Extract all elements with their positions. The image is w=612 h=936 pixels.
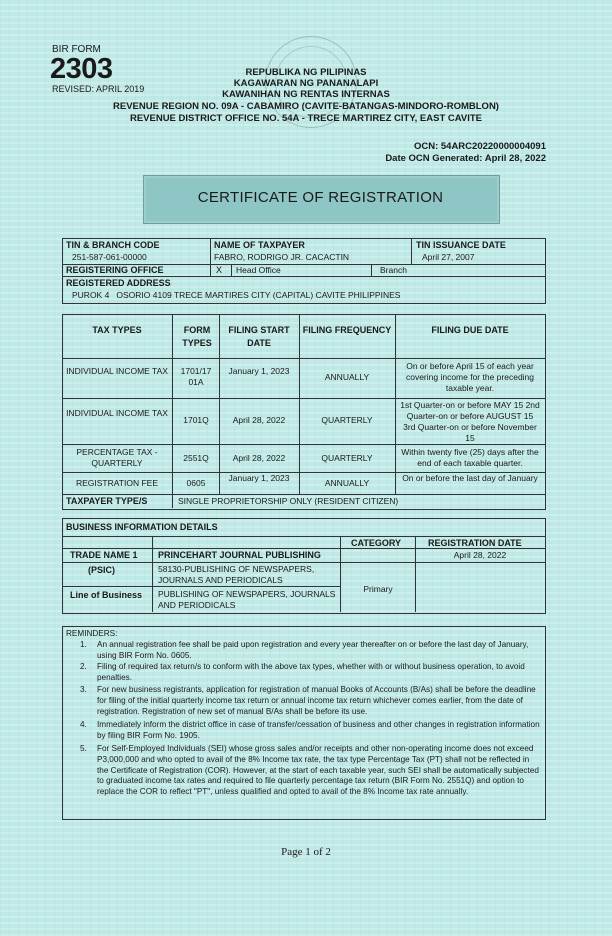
divider bbox=[62, 444, 546, 445]
divider bbox=[210, 264, 211, 276]
category-value: Primary bbox=[363, 584, 393, 594]
tin-issuance-value: April 27, 2007 bbox=[422, 252, 475, 262]
col-header-filing-frequency: FILING FREQUENCY bbox=[302, 325, 392, 335]
taxpayer-name-label: NAME OF TAXPAYER bbox=[214, 240, 305, 250]
reminder-text: Filing of required tax return/s to conform with the above tax types, whether with or without business operation, to avoid penalties. bbox=[97, 662, 525, 682]
table-cell-due: 1st Quarter-on or before MAY 15 2nd Quarter-on or before AUGUST 15 3rd Quarter-on or before November 15 bbox=[400, 400, 540, 443]
header-bureau: KAWANIHAN NG RENTAS INTERNAS bbox=[222, 89, 390, 100]
table-cell-form: 1701/17 01A bbox=[180, 366, 212, 387]
col-header-form-types: FORM TYPES bbox=[182, 325, 212, 348]
reminders-title: REMINDERS: bbox=[66, 629, 118, 638]
divider bbox=[219, 314, 220, 494]
reminder-text: For Self-Employed Individuals (SEI) whose gross sales and/or receipts and other non-operating income does not exceed P3,000,000 and who opted to avail of the 8% Income tax rate, the tax type Percentage Tax (PT) shall not be reflected in the Certificate of Registration (COR). However, at the start of each taxable year, such SEI shall be automatically subjected to graduated income tax rates and required to file quarterly percentage tax return (BIR Form No. 2551Q) and option to replace the COR to reflect "PT", unless qualified and opted to avail of the 8% Income tax rate annually. bbox=[97, 744, 539, 797]
table-cell-tax-type: PERCENTAGE TAX - QUARTERLY bbox=[76, 447, 158, 468]
divider bbox=[62, 398, 546, 399]
taxpayer-type-value: SINGLE PROPRIETORSHIP ONLY (RESIDENT CITIZEN) bbox=[178, 496, 399, 506]
tin-label: TIN & BRANCH CODE bbox=[66, 240, 160, 250]
registration-date-value: April 28, 2022 bbox=[453, 550, 507, 560]
reminder-number: 1. bbox=[80, 640, 87, 649]
table-cell-start: April 28, 2022 bbox=[232, 415, 286, 425]
divider bbox=[395, 314, 396, 494]
divider bbox=[62, 548, 546, 549]
header-republic: REPUBLIKA NG PILIPINAS bbox=[245, 67, 367, 78]
col-header-filing-start: FILING START DATE bbox=[228, 325, 290, 348]
trade-name-value: PRINCEHART JOURNAL PUBLISHING bbox=[158, 550, 321, 560]
divider bbox=[62, 276, 546, 277]
branch-label: Branch bbox=[380, 265, 407, 275]
header-revenue-region: REVENUE REGION NO. 09A - CABAMIRO (CAVITE-BATANGAS-MINDORO-ROMBLON) bbox=[113, 101, 499, 112]
table-cell-frequency: QUARTERLY bbox=[321, 415, 373, 425]
reminder-number: 5. bbox=[80, 744, 87, 753]
table-cell-due: On or before April 15 of each year covering income for the preceding taxable year. bbox=[405, 361, 535, 393]
table-cell-form: 2551Q bbox=[183, 453, 209, 463]
divider bbox=[172, 314, 173, 494]
divider bbox=[340, 536, 341, 612]
ocn-date: Date OCN Generated: April 28, 2022 bbox=[385, 153, 546, 164]
header-district-office: REVENUE DISTRICT OFFICE NO. 54A - TRECE MARTIREZ CITY, EAST CAVITE bbox=[129, 113, 483, 124]
head-office-label: Head Office bbox=[236, 265, 281, 275]
table-cell-tax-type: REGISTRATION FEE bbox=[75, 478, 159, 488]
registering-office-label: REGISTERING OFFICE bbox=[66, 265, 164, 275]
reminder-text: An annual registration fee shall be paid upon registration and every year thereafter on or before the last day of January, using BIR Form No. 0605. bbox=[97, 640, 529, 660]
table-cell-start: January 1, 2023 bbox=[228, 473, 290, 483]
reminder-number: 4. bbox=[80, 720, 87, 729]
trade-name-label: TRADE NAME 1 bbox=[70, 550, 138, 560]
table-cell-frequency: QUARTERLY bbox=[321, 453, 373, 463]
line-of-business-label: Line of Business bbox=[70, 590, 143, 600]
table-cell-due: Within twenty five (25) days after the end of each taxable quarter. bbox=[401, 447, 539, 468]
table-cell-due: On or before the last day of January bbox=[402, 473, 538, 483]
header-department: KAGAWARAN NG PANANALAPI bbox=[233, 78, 379, 89]
reminder-text: Immediately inform the district office in case of transfer/cessation of business and other changes in registration information by filing BIR Form No. 1905. bbox=[97, 720, 540, 740]
registration-date-header: REGISTRATION DATE bbox=[428, 538, 522, 548]
psic-value: 58130-PUBLISHING OF NEWSPAPERS, JOURNALS AND PERIODICALS bbox=[158, 564, 315, 585]
taxpayer-type-label: TAXPAYER TYPE/S bbox=[66, 496, 148, 506]
tin-issuance-label: TIN ISSUANCE DATE bbox=[416, 240, 506, 250]
table-cell-frequency: ANNUALLY bbox=[324, 478, 370, 488]
col-header-tax-types: TAX TYPES bbox=[92, 325, 142, 335]
form-number: 2303 bbox=[50, 53, 113, 85]
form-label: BIR FORM bbox=[52, 44, 101, 55]
table-cell-frequency: ANNUALLY bbox=[324, 372, 370, 382]
divider bbox=[371, 264, 372, 276]
divider bbox=[210, 238, 211, 265]
registered-address-value: PUROK 4 OSORIO 4109 TRECE MARTIRES CITY (CAPITAL) CAVITE PHILIPPINES bbox=[72, 290, 401, 300]
divider bbox=[411, 238, 412, 265]
table-cell-tax-type: INDIVIDUAL INCOME TAX bbox=[66, 366, 168, 376]
certificate-title: CERTIFICATE OF REGISTRATION bbox=[197, 189, 444, 206]
table-cell-form: 1701Q bbox=[183, 415, 209, 425]
line-of-business-value: PUBLISHING OF NEWSPAPERS, JOURNALS AND PERIODICALS bbox=[158, 589, 336, 610]
form-revision: REVISED: APRIL 2019 bbox=[52, 84, 145, 94]
table-cell-tax-type: INDIVIDUAL INCOME TAX bbox=[66, 408, 168, 418]
divider bbox=[415, 536, 416, 612]
ocn-number: OCN: 54ARC20220000004091 bbox=[413, 141, 546, 152]
divider bbox=[62, 586, 340, 587]
tin-value: 251-587-061-00000 bbox=[72, 252, 147, 262]
divider bbox=[62, 494, 546, 495]
divider bbox=[62, 358, 546, 359]
reminder-text: For new business registrants, application for registration of manual Books of Accounts (B/As) shall be before the deadline for filing of the initial quarterly income tax return or annual income tax return whichever comes earlier, from the date of registration. Registration of new set of manual B/As shall be before its use. bbox=[97, 685, 536, 716]
divider bbox=[152, 536, 153, 612]
divider bbox=[62, 536, 546, 537]
divider bbox=[299, 314, 300, 494]
divider bbox=[231, 264, 232, 276]
reminder-number: 3. bbox=[80, 685, 87, 694]
category-header: CATEGORY bbox=[351, 538, 402, 548]
business-section-label: BUSINESS INFORMATION DETAILS bbox=[66, 522, 218, 532]
reminder-number: 2. bbox=[80, 662, 87, 671]
divider bbox=[62, 562, 546, 563]
taxpayer-name-value: FABRO, RODRIGO JR. CACACTIN bbox=[214, 252, 350, 262]
col-header-filing-due: FILING DUE DATE bbox=[431, 325, 509, 335]
table-cell-start: April 28, 2022 bbox=[232, 453, 286, 463]
table-cell-start: January 1, 2023 bbox=[228, 366, 290, 376]
registered-address-label: REGISTERED ADDRESS bbox=[66, 278, 171, 288]
table-cell-form: 0605 bbox=[186, 478, 206, 488]
psic-label: (PSIC) bbox=[88, 565, 115, 575]
page-number: Page 1 of 2 bbox=[281, 846, 331, 858]
divider bbox=[172, 494, 173, 508]
head-office-checkmark: X bbox=[216, 265, 223, 275]
